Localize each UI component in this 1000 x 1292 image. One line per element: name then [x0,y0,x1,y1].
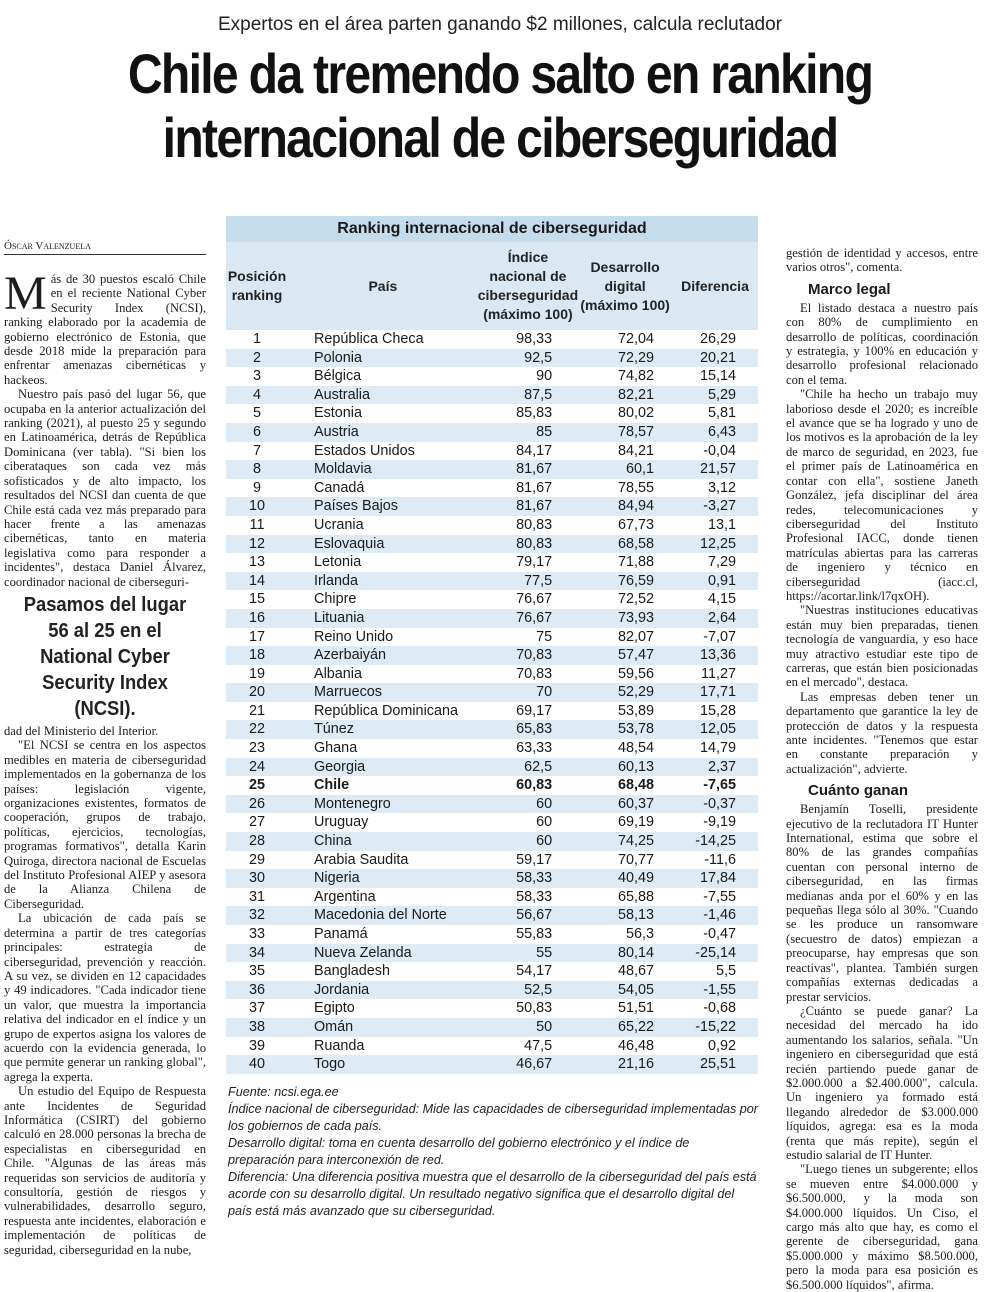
cell-country: Montenegro [288,795,478,814]
cell-index: 90 [536,368,553,385]
cell-position: 5 [252,405,261,422]
cell-digital: 60,1 [578,460,672,479]
paragraph: "El NCSI se centra en los aspectos medibles en materia de ciberseguridad implementados en la gobernanza de los países: legislación vigente, organizaciones existentes, formatos de cooperación, grupos de trabajo, políticas, ejercicios, tecnologías, programas formativos", detalla Karin Quiroga, directora nacional de Escuelas del Instituto Profesional AIEP y asesora de la Alianza Chilena de Ciberseguridad. [4,738,206,911]
header-digital: Desarrollo digital (máximo 100) [578,242,672,330]
table-row [226,683,758,702]
cell-index: 70,83 [516,665,553,682]
cell-difference: -14,25 [672,832,758,851]
table-row [226,925,758,944]
cell-index: 92,5 [478,349,578,368]
table-notes [228,1084,758,1220]
cell-index: 75 [536,628,553,645]
cell-position: 24 [226,758,288,777]
cell-position: 14 [226,572,288,591]
cell-country: Marruecos [288,683,478,702]
cell-position: 1 [252,331,261,347]
cell-difference: 2,64 [672,609,758,628]
cell-difference: 26,29 [699,331,736,347]
table-row [226,423,758,442]
cell-digital: 84,94 [578,497,672,516]
cell-digital: 60,13 [578,758,672,777]
cell-difference: 21,57 [672,460,758,479]
cell-index: 56,67 [478,906,578,925]
cell-country: Irlanda [288,572,478,591]
table-row [226,590,758,609]
source-note: Fuente: ncsi.ega.ee [228,1085,339,1099]
cell-position: 34 [226,944,288,963]
cell-country: Polonia [288,349,478,368]
cell-index: 59,17 [516,851,553,868]
cell-position: 25 [248,777,265,794]
cell-difference: 6,43 [672,423,758,442]
cell-difference: 0,91 [672,572,758,591]
cell-digital: 21,16 [578,1055,672,1074]
cell-position: 20 [226,683,288,702]
cell-digital: 82,07 [618,628,655,645]
cell-position: 9 [252,479,261,496]
cell-digital: 67,73 [618,516,655,533]
cell-country: Lituania [288,609,478,628]
cell-position: 11 [249,516,265,533]
cell-country: Nueva Zelanda [288,944,478,963]
paragraph: gestión de identidad y accesos, entre varios otros", comenta. [786,246,978,275]
table-row [226,739,758,758]
cell-difference: 25,51 [672,1055,758,1074]
cell-country: Ruanda [313,1037,365,1054]
cell-difference: 13,36 [672,646,758,665]
ranking-table [226,242,758,1074]
dropcap: M [4,267,47,320]
cell-position: 39 [248,1037,265,1054]
cell-index: 81,67 [478,497,578,516]
cell-index: 79,17 [516,554,553,571]
cell-digital: 74,25 [578,832,672,851]
cell-country: Austria [288,423,478,442]
note-index: Índice nacional de ciberseguridad: Mide las capacidades de ciberseguridad implementadas por los gobiernos de cada país. [228,1102,758,1133]
cell-digital: 65,22 [578,1018,672,1037]
paragraph: Las empresas deben tener un departamento que garantice la ley de protección de datos y la respuesta ante incidentes. "Tenemos que estar en constante preparación y actualización", advierte. [786,689,978,776]
table-row [226,646,758,665]
cell-difference: -0,47 [703,926,736,942]
cell-difference: -25,14 [672,944,758,963]
cell-difference: -1,55 [672,981,758,1000]
table-row [226,479,758,498]
subhead-marco-legal: Marco legal [808,280,891,298]
table-row [226,795,758,814]
cell-digital: 72,29 [578,349,672,368]
cell-difference: 15,14 [699,368,736,385]
cell-difference: 2,37 [672,758,758,777]
table-row [226,906,758,925]
table-row [226,609,758,628]
table-row [226,516,758,535]
paragraph: El listado destaca a nuestro país con 80% de cumplimiento en desarrollo de políticas, coordinación y estrategia, y 100% en educación y desarrollo profesional relacionado con el tema. [786,300,978,387]
cell-position: 23 [248,740,265,757]
cell-position: 30 [226,869,288,888]
table-row [226,702,758,721]
pull-quote: Pasamos del lugar 56 al 25 en el National Cyber Security Index (NCSI). [23,594,187,720]
cell-country: Arabia Saudita [313,851,409,868]
cell-country: Azerbaiyán [288,646,478,665]
cell-position: 15 [248,591,265,608]
cell-digital: 84,21 [618,442,655,459]
table-row [226,460,758,479]
cell-index: 77,5 [478,572,578,591]
cell-difference: -7,07 [703,628,736,645]
cell-country: Nigeria [288,869,478,888]
table-row [226,404,758,423]
cell-country: Estonia [313,405,362,422]
cell-difference: 17,71 [672,683,758,702]
cell-digital: 54,05 [578,981,672,1000]
cell-index: 76,67 [516,591,553,608]
cell-country: Estados Unidos [313,442,415,459]
cell-index: 69,17 [516,702,553,719]
cell-index: 50,83 [516,1000,553,1017]
cell-difference: -0,04 [703,442,736,459]
table-row [226,944,758,963]
paragraph: Un estudio del Equipo de Respuesta ante Incidentes de Seguridad Informática (CSIRT) del gobierno calculó en 28.000 personas la brecha de especialistas en ciberseguridad en Chile. "Algunas de las áreas más requeridas son servicios de auditoría y consultoría, gestión de riesgos y vulnerabilidades, desarrollo seguro, respuesta ante incidentes, elaboración e implementación de políticas de seguridad, ciberseguridad en la nube, [4,1084,206,1257]
cell-country: Australia [288,386,478,405]
headline-line-2: internacional de ciberseguridad [162,106,838,169]
header-position: Posición ranking [226,242,288,330]
note-difference: Diferencia: Una diferencia positiva muestra que el desarrollo de la ciberseguridad del país está acorde con su desarrollo digital. Un resultado negativo significa que el desarrollo digital del país está más avanzado que su ciberseguridad. [228,1170,757,1218]
table-row [226,888,758,907]
kicker: Expertos en el área parten ganando $2 millones, calcula reclutador [217,14,783,35]
paragraph: "Nuestras instituciones educativas están muy bien preparadas, tienen tecnología de vanguardia, y eso hace muy atractivo estudiar este tipo de carreras, que están bien posicionadas en el mercado", destaca. [786,603,978,690]
cell-digital: 72,52 [618,591,655,608]
cell-position: 28 [226,832,288,851]
cell-difference: 15,28 [699,702,736,719]
table-row [226,665,758,684]
cell-difference: -9,19 [703,814,736,831]
table-row [226,758,758,777]
table-row [226,442,758,461]
cell-digital: 40,49 [578,869,672,888]
note-digital: Desarrollo digital: toma en cuenta desarrollo del gobierno electrónico y el índice de preparación para interconexión de red. [228,1136,690,1167]
cell-position: 40 [226,1055,288,1074]
cell-position: 36 [226,981,288,1000]
cell-digital: 48,67 [618,963,655,980]
cell-digital: 68,48 [618,777,655,794]
cell-position: 4 [226,386,288,405]
cell-country: Reino Unido [313,628,394,645]
paragraph: "Chile ha hecho un trabajo muy laborioso desde el 2020; es increíble el avance que se ha logrado y uno de los motivos es la aprobación de la ley de marco de seguridad, en 2023, fue el primer país de Latinoamérica en contar con ella", sostiene Janeth González, jefa disciplinar del área redes, telecomunicaciones y ciberseguridad del Instituto Profesional IACC, donde tienen matrículas abiertas para las carreras de ingeniero y técnico en ciberseguridad (iacc.cl, https://acortar.link/l7qxOH). [786,387,978,603]
cell-difference: 20,21 [672,349,758,368]
cell-digital: 80,02 [618,405,655,422]
cell-index: 55,83 [516,926,553,942]
cell-difference: -15,22 [672,1018,758,1037]
cell-position: 35 [248,963,265,980]
table-row [226,1037,758,1056]
cell-index: 46,67 [478,1055,578,1074]
cell-index: 47,5 [524,1037,553,1054]
table-row [226,386,758,405]
cell-digital: 57,47 [578,646,672,665]
cell-position: 10 [226,497,288,516]
cell-country: Túnez [288,720,478,739]
cell-index: 81,67 [516,479,553,496]
cell-country: Macedonia del Norte [288,906,478,925]
cell-position: 26 [226,795,288,814]
cell-digital: 70,77 [618,851,655,868]
table-row [226,572,758,591]
cell-index: 65,83 [478,720,578,739]
cell-position: 6 [226,423,288,442]
cell-country: Togo [288,1055,478,1074]
cell-difference: 13,1 [707,516,736,533]
cell-difference: 12,05 [672,720,758,739]
left-column-top [4,267,206,589]
cell-digital: 46,48 [618,1037,655,1054]
byline: Óscar Valenzuela [4,240,206,255]
cell-difference: -7,65 [703,777,736,794]
cell-index: 60 [536,814,553,831]
ranking-table-box [226,216,758,1074]
table-row [226,720,758,739]
header-index: Índice nacional de ciberseguridad (máximo 100) [478,242,578,330]
table-row [226,628,758,647]
cell-index: 52,5 [478,981,578,1000]
cell-position: 12 [226,535,288,554]
cell-country: Uruguay [313,814,369,831]
cell-index: 60,83 [516,777,553,794]
paragraph: Benjamín Toselli, presidente ejecutivo de la reclutadora IT Hunter International, estima que sobre el 80% de las grandes compañías cuentan con personal interno de ciberseguridad, en las firmas medianas anda por el 60% y en las pequeñas llega sólo al 30%. "Cuando se les produce un ransomware (secuestro de datos) empiezan a preocuparse, hay empresas que son reactivas", plantea. También surgen compañías externas dedicadas a prestar servicios. [786,802,978,1004]
table-row [226,869,758,888]
cell-country: Letonia [313,554,362,571]
cell-country: Jordania [288,981,478,1000]
table-row [226,535,758,554]
table-row [226,999,758,1018]
cell-difference: 7,29 [707,554,736,571]
cell-digital: 73,93 [578,609,672,628]
header-difference: Diferencia [672,242,758,330]
cell-country: China [288,832,478,851]
cell-position: 22 [226,720,288,739]
cell-difference: -0,37 [672,795,758,814]
cell-difference: 12,25 [672,535,758,554]
cell-difference: 5,29 [672,386,758,405]
cell-country: Eslovaquia [288,535,478,554]
lead-paragraph: Más de 30 puestos escaló Chile en el reciente National Cyber Security Index (NCSI), ranking elaborado por la academia de gobierno electrónico de Estonia, que desde 2018 mide la preparación para enfrentar amenazas cibernéticas y hackeos. [4,267,206,387]
subhead-cuanto-ganan: Cuánto ganan [808,782,908,800]
cell-position: 2 [226,349,288,368]
table-row [226,553,758,572]
table-row [226,981,758,1000]
cell-index: 76,67 [478,609,578,628]
cell-country: Bangladesh [313,963,390,980]
cell-index: 58,33 [516,888,553,905]
cell-digital: 82,21 [578,386,672,405]
cell-index: 85,83 [516,405,553,422]
cell-index: 98,33 [516,331,553,347]
table-row [226,330,758,349]
cell-index: 50 [478,1018,578,1037]
cell-difference: 0,92 [707,1037,736,1054]
cell-index: 55 [478,944,578,963]
cell-digital: 78,55 [618,479,655,496]
cell-country: Chile [313,777,350,794]
cell-country: Chipre [313,591,357,608]
cell-country: República Dominicana [313,702,458,719]
header-country: País [288,242,478,330]
cell-country: Georgia [288,758,478,777]
table-row [226,349,758,368]
left-column-bottom [4,724,206,1257]
cell-digital: 69,19 [618,814,655,831]
cell-digital: 60,37 [578,795,672,814]
table-body [226,330,758,1074]
cell-index: 80,83 [478,535,578,554]
cell-country: Moldavia [288,460,478,479]
cell-digital: 80,14 [578,944,672,963]
cell-digital: 76,59 [578,572,672,591]
cell-digital: 78,57 [578,423,672,442]
paragraph: "Luego tienes un subgerente; ellos se mueven entre $4.000.000 y $6.500.000, y la moda son $4.000.000 líquidos. Un Ciso, el cargo más alto que hay, es como el gerente de ciberseguridad, gana $5.000.000 y máximo $8.500.000, pero la moda para esa posición es $6.500.000 líquidos", afirma. [786,1162,978,1292]
cell-difference: -0,68 [703,1000,736,1017]
cell-country: Bélgica [313,368,362,385]
cell-index: 70,83 [478,646,578,665]
cell-difference: 14,79 [699,740,736,757]
cell-difference: -1,46 [672,906,758,925]
cell-index: 87,5 [478,386,578,405]
cell-country: Panamá [313,926,368,942]
cell-difference: 17,84 [672,869,758,888]
cell-country: República Checa [313,331,424,347]
cell-digital: 53,89 [618,702,655,719]
cell-index: 60 [478,832,578,851]
cell-position: 32 [226,906,288,925]
table-row [226,367,758,386]
table-row [226,1055,758,1074]
cell-country: Albania [313,665,362,682]
cell-digital: 58,13 [578,906,672,925]
cell-index: 60 [478,795,578,814]
cell-position: 21 [248,702,265,719]
cell-digital: 59,56 [618,665,655,682]
table-row [226,851,758,870]
table-row [226,497,758,516]
headline-line-1: Chile da tremendo salto en ranking [127,42,873,105]
cell-position: 8 [226,460,288,479]
cell-difference: -3,27 [672,497,758,516]
cell-digital: 71,88 [618,554,655,571]
cell-digital: 65,88 [618,888,655,905]
cell-digital: 51,51 [618,1000,655,1017]
cell-digital: 68,58 [578,535,672,554]
cell-index: 81,67 [478,460,578,479]
cell-country: Ucrania [313,516,364,533]
table-row [226,776,758,795]
cell-position: 29 [248,851,265,868]
cell-country: Argentina [313,888,376,905]
paragraph: Nuestro país pasó del lugar 56, que ocupaba en la anterior actualización del ranking (2021), al puesto 25 y segundo en Latinoamérica, detrás de República Dominicana (ver tabla). "Si bien los ciberataques son cada vez más sofisticados y de alto impacto, los resultados del NCSI dan cuenta de que Chile está cada vez más preparado para hacer frente a las amenazas cibernéticas, tanto en materia legislativa como para responder a incidentes", destaca Daniel Álvarez, coordinador nacional de ciberseguri- [4,387,206,589]
cell-position: 27 [248,814,265,831]
cell-digital: 48,54 [618,740,655,757]
cell-position: 19 [248,665,265,682]
cell-digital: 74,82 [618,368,655,385]
cell-country: Ghana [313,740,358,757]
cell-position: 17 [248,628,265,645]
paragraph: ¿Cuánto se puede ganar? La necesidad del mercado ha ido aumentando los salarios, señala. "Un ingeniero en ciberseguridad que está recién partiendo puede ganar de $2.000.000 a $2.400.000", calcula. Un ingeniero ya formado está llegando alrededor de $3.000.000 líquidos, agrega: esa es la moda (renta que más repite), según el estudio salarial de IT Hunter. [786,1003,978,1162]
cell-digital: 52,29 [578,683,672,702]
cell-position: 16 [226,609,288,628]
cell-index: 62,5 [478,758,578,777]
cell-position: 3 [252,368,261,385]
cell-position: 33 [248,926,265,942]
cell-difference: 4,15 [707,591,736,608]
cell-digital: 56,3 [626,926,655,942]
cell-index: 63,33 [516,740,553,757]
cell-difference: 5,5 [715,963,736,980]
paragraph: dad del Ministerio del Interior. [4,724,159,738]
cell-country: Países Bajos [288,497,478,516]
cell-index: 70 [478,683,578,702]
table-title: Ranking internacional de ciberseguridad [226,216,758,242]
table-row [226,1018,758,1037]
cell-position: 18 [226,646,288,665]
cell-index: 54,17 [516,963,553,980]
cell-position: 38 [226,1018,288,1037]
cell-difference: 11,27 [701,665,736,682]
cell-difference: 3,12 [707,479,736,496]
headline [70,42,930,170]
cell-digital: 53,78 [578,720,672,739]
cell-digital: 72,04 [618,331,655,347]
table-row [226,813,758,832]
cell-index: 58,33 [478,869,578,888]
cell-difference: -7,55 [703,888,736,905]
cell-country: Egipto [313,1000,355,1017]
cell-position: 7 [252,442,261,459]
paragraph: La ubicación de cada país se determina a partir de tres categorías principales: estrategia de ciberseguridad, prevención y reacción. A su vez, se dividen en 12 capacidades y 49 indicadores. "Cada indicador tiene un valor, que muestra la importancia relativa del indicador en el índice y un grupo de expertos asigna los valores de acuerdo con la evidencia generada, lo que permite generar un ranking global", agrega la experta. [4,911,206,1084]
table-row [226,962,758,981]
cell-index: 84,17 [516,442,553,459]
cell-position: 37 [248,1000,265,1017]
cell-index: 85 [478,423,578,442]
cell-position: 13 [248,554,265,571]
cell-position: 31 [248,888,265,905]
cell-index: 80,83 [516,516,553,533]
right-column [786,246,978,1292]
cell-difference: 5,81 [707,405,736,422]
cell-country: Omán [288,1018,478,1037]
table-row [226,832,758,851]
cell-country: Canadá [313,479,365,496]
cell-difference: -11,6 [704,851,736,868]
